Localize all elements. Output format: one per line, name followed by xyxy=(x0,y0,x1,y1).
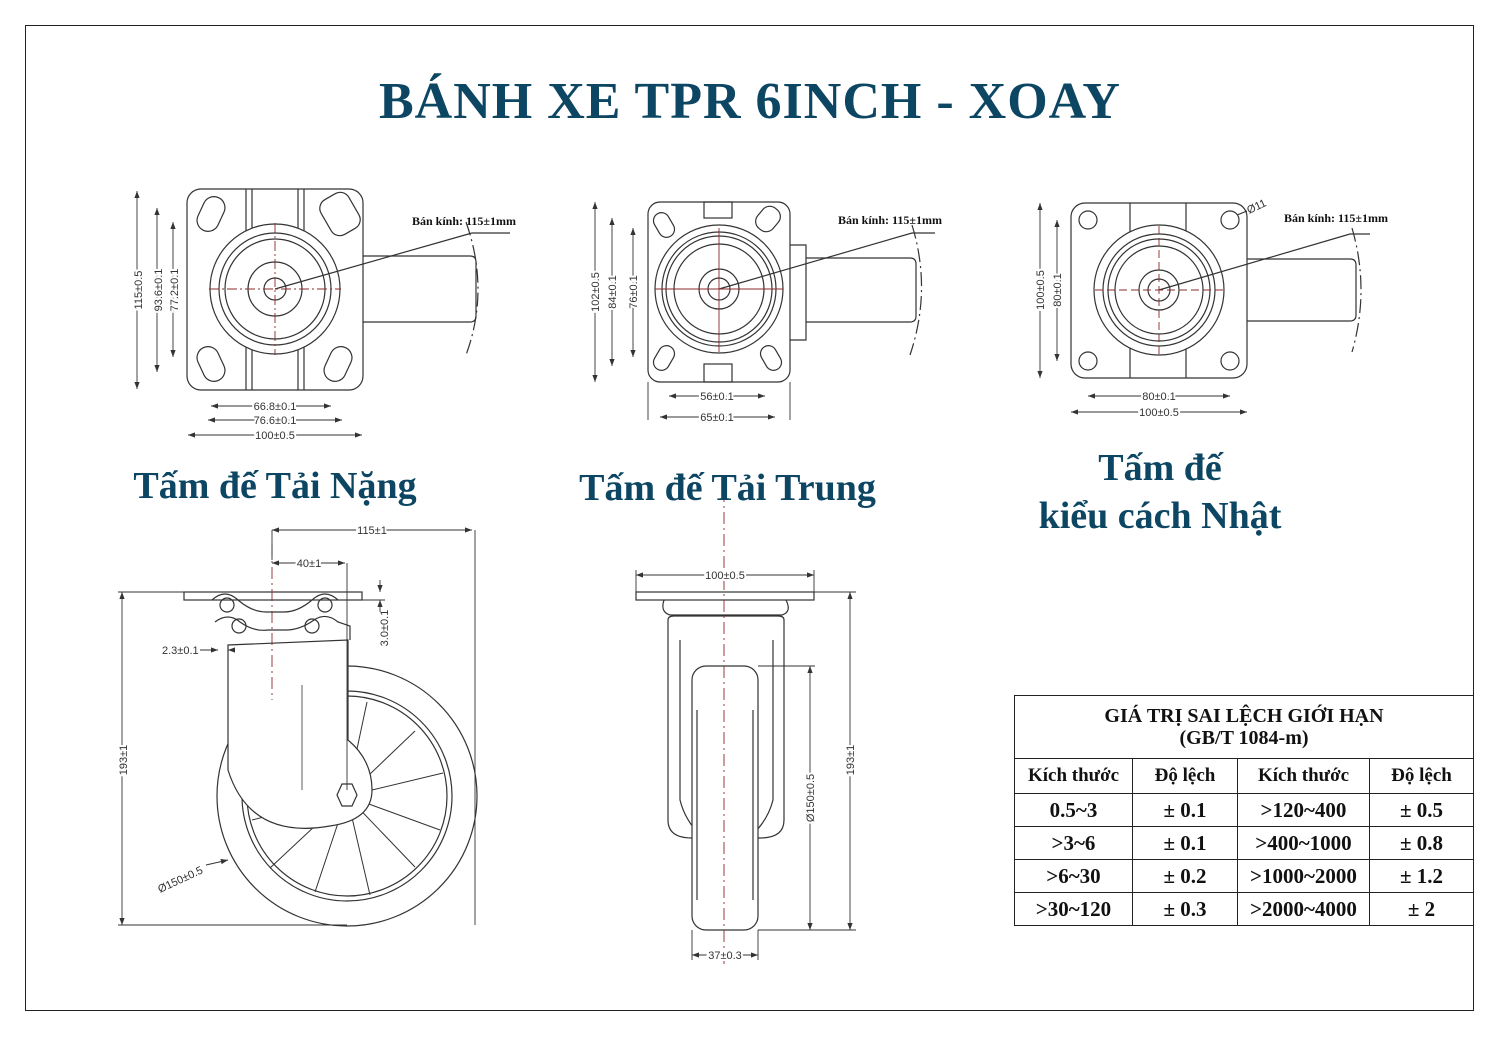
svg-text:65±0.1: 65±0.1 xyxy=(700,412,734,424)
svg-text:77.2±0.1: 77.2±0.1 xyxy=(169,268,181,312)
svg-text:93.6±0.1: 93.6±0.1 xyxy=(153,268,165,312)
svg-text:Bán kính: 115±1mm: Bán kính: 115±1mm xyxy=(1284,211,1388,225)
svg-text:56±0.1: 56±0.1 xyxy=(700,391,734,403)
table-row: >30~120 ± 0.3 >2000~4000 ± 2 xyxy=(1015,893,1474,926)
tolerance-table xyxy=(1014,695,1474,926)
svg-text:37±0.3: 37±0.3 xyxy=(708,950,742,962)
svg-text:100±0.5: 100±0.5 xyxy=(1139,407,1179,419)
table-row: >6~30 ± 0.2 >1000~2000 ± 1.2 xyxy=(1015,860,1474,893)
svg-text:80±0.1: 80±0.1 xyxy=(1142,391,1176,403)
caption-heavy-plate: Tấm đế Tải Nặng xyxy=(133,465,417,507)
svg-text:76±0.1: 76±0.1 xyxy=(628,275,640,309)
svg-text:2.3±0.1: 2.3±0.1 xyxy=(162,645,199,657)
svg-text:84±0.1: 84±0.1 xyxy=(607,275,619,309)
japan-plate-top-view xyxy=(1040,203,1370,412)
tolerance-table-title: GIÁ TRỊ SAI LỆCH GIỚI HẠN (GB/T 1084-m) xyxy=(1015,696,1474,759)
table-row: 0.5~3 ± 0.1 >120~400 ± 0.5 xyxy=(1015,794,1474,827)
svg-text:Ø150±0.5: Ø150±0.5 xyxy=(156,864,205,896)
medium-plate-top-view xyxy=(595,202,935,420)
svg-text:193±1: 193±1 xyxy=(118,744,130,776)
svg-text:40±1: 40±1 xyxy=(296,558,322,570)
svg-text:100±0.5: 100±0.5 xyxy=(705,570,745,582)
caption-medium-plate: Tấm đế Tải Trung xyxy=(579,467,876,509)
svg-text:Ø11: Ø11 xyxy=(1245,197,1269,217)
svg-text:102±0.5: 102±0.5 xyxy=(590,272,602,312)
caption-japan-plate-line1: Tấm đế xyxy=(1098,447,1222,489)
svg-text:76.6±0.1: 76.6±0.1 xyxy=(253,415,297,427)
svg-text:Ø150±0.5: Ø150±0.5 xyxy=(805,773,817,823)
caster-side-view xyxy=(118,530,477,926)
svg-text:100±0.5: 100±0.5 xyxy=(255,430,295,442)
svg-text:80±0.1: 80±0.1 xyxy=(1052,273,1064,307)
svg-text:100±0.5: 100±0.5 xyxy=(1035,270,1047,310)
svg-text:Bán kính: 115±1mm: Bán kính: 115±1mm xyxy=(838,213,942,227)
caster-front-view xyxy=(636,490,856,965)
svg-text:3.0±0.1: 3.0±0.1 xyxy=(379,609,391,647)
svg-text:115±1: 115±1 xyxy=(357,525,387,537)
svg-text:66.8±0.1: 66.8±0.1 xyxy=(253,401,297,413)
caption-japan-plate-line2: kiểu cách Nhật xyxy=(1038,495,1282,537)
svg-text:Bán kính: 115±1mm: Bán kính: 115±1mm xyxy=(412,214,516,228)
page-title: BÁNH XE TPR 6INCH - XOAY xyxy=(379,73,1121,130)
table-row: >3~6 ± 0.1 >400~1000 ± 0.8 xyxy=(1015,827,1474,860)
svg-text:193±1: 193±1 xyxy=(845,744,857,776)
svg-text:115±0.5: 115±0.5 xyxy=(133,270,145,310)
table-header-row: Kích thước Độ lệch Kích thước Độ lệch xyxy=(1015,759,1474,794)
